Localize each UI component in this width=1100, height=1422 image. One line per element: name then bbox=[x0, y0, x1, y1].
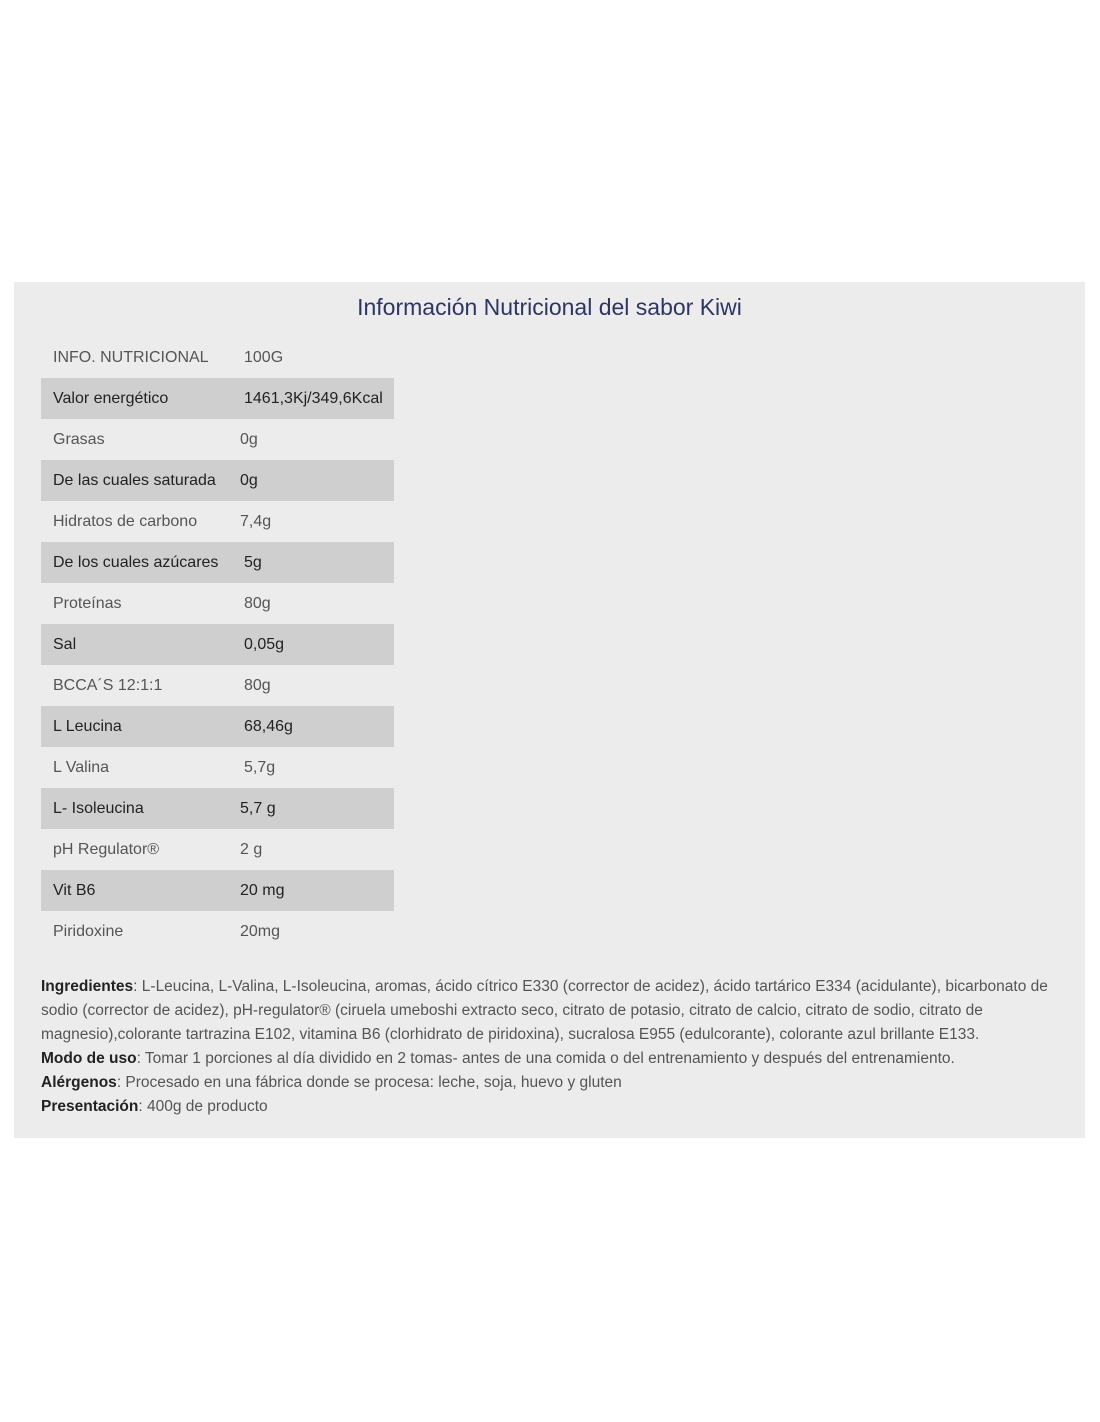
row-value: 0g bbox=[240, 472, 258, 489]
table-row bbox=[41, 419, 394, 460]
table-row bbox=[41, 747, 394, 788]
row-value: 0g bbox=[240, 431, 258, 448]
row-value: 100G bbox=[244, 349, 284, 366]
row-label: pH Regulator® bbox=[53, 841, 160, 858]
row-value: 7,4g bbox=[240, 513, 272, 530]
ingredients-label: Ingredientes bbox=[41, 978, 134, 995]
presentation-label: Presentación bbox=[41, 1098, 139, 1115]
allergens-paragraph bbox=[41, 1071, 1061, 1095]
row-value: 5,7 g bbox=[240, 800, 276, 817]
row-label: Piridoxine bbox=[53, 923, 124, 940]
usage-paragraph bbox=[41, 1047, 1061, 1071]
row-label: L Valina bbox=[53, 759, 110, 776]
row-value: 80g bbox=[244, 677, 271, 694]
product-info bbox=[41, 975, 1061, 1119]
ingredients-paragraph bbox=[41, 975, 1061, 1047]
presentation-text: : 400g de producto bbox=[138, 1098, 268, 1115]
row-label: Vit B6 bbox=[53, 882, 96, 899]
allergens-text: : Procesado en una fábrica donde se procesa: leche, soja, huevo y gluten bbox=[116, 1074, 622, 1091]
table-row bbox=[41, 706, 394, 747]
row-label: Valor energético bbox=[53, 390, 169, 407]
usage-text: : Tomar 1 porciones al día dividido en 2 tomas- antes de una comida o del entrenamiento y después del entrenamiento. bbox=[136, 1050, 955, 1067]
row-label: De las cuales saturada bbox=[53, 472, 216, 489]
page-title: Información Nutricional del sabor Kiwi bbox=[357, 294, 742, 320]
table-row bbox=[41, 829, 394, 870]
row-value: 2 g bbox=[240, 841, 263, 858]
table-row bbox=[41, 583, 394, 624]
row-label: Hidratos de carbono bbox=[53, 513, 198, 530]
row-label: INFO. NUTRICIONAL bbox=[53, 349, 209, 366]
table-row bbox=[41, 788, 394, 829]
table-row bbox=[41, 501, 394, 542]
row-label: Sal bbox=[53, 636, 77, 653]
row-label: De los cuales azúcares bbox=[53, 554, 219, 571]
table-row bbox=[41, 870, 394, 911]
row-label: Proteínas bbox=[53, 595, 122, 612]
row-value: 20 mg bbox=[240, 882, 285, 899]
presentation-paragraph bbox=[41, 1095, 1061, 1119]
ingredients-text: : L-Leucina, L-Valina, L-Isoleucina, aromas, ácido cítrico E330 (corrector de acidez), ácido tartárico E334 (acidulante), bicarbonato de sodio (corrector de acidez), pH-regulator® (ciruela umeboshi extracto seco, citrato de potasio, citrato de calcio, citrato de sodio, citrato de magnesio),colorante tartrazina E102, vitamina B6 (clorhidrato de piridoxina), sucralosa E955 (edulcorante), colorante azul brillante E133. bbox=[41, 978, 1048, 1043]
row-label: L Leucina bbox=[53, 718, 122, 735]
row-value: 0,05g bbox=[244, 636, 285, 653]
row-value: 5g bbox=[244, 554, 262, 571]
table-row bbox=[41, 378, 394, 419]
row-value: 68,46g bbox=[244, 718, 293, 735]
allergens-label: Alérgenos bbox=[41, 1074, 117, 1091]
table-row bbox=[41, 337, 394, 378]
row-value: 20mg bbox=[240, 923, 281, 940]
table-row bbox=[41, 542, 394, 583]
nutrition-table bbox=[41, 337, 394, 952]
nutrition-panel bbox=[14, 282, 1085, 1138]
table-row bbox=[41, 665, 394, 706]
row-label: BCCA´S 12:1:1 bbox=[53, 677, 163, 694]
row-value: 5,7g bbox=[244, 759, 276, 776]
row-label: Grasas bbox=[53, 431, 105, 448]
row-value: 80g bbox=[244, 595, 271, 612]
usage-label: Modo de uso bbox=[41, 1050, 137, 1067]
table-row bbox=[41, 460, 394, 501]
row-label: L- Isoleucina bbox=[53, 800, 144, 817]
table-row bbox=[41, 624, 394, 665]
table-row bbox=[41, 911, 394, 952]
row-value: 1461,3Kj/349,6Kcal bbox=[244, 390, 383, 407]
